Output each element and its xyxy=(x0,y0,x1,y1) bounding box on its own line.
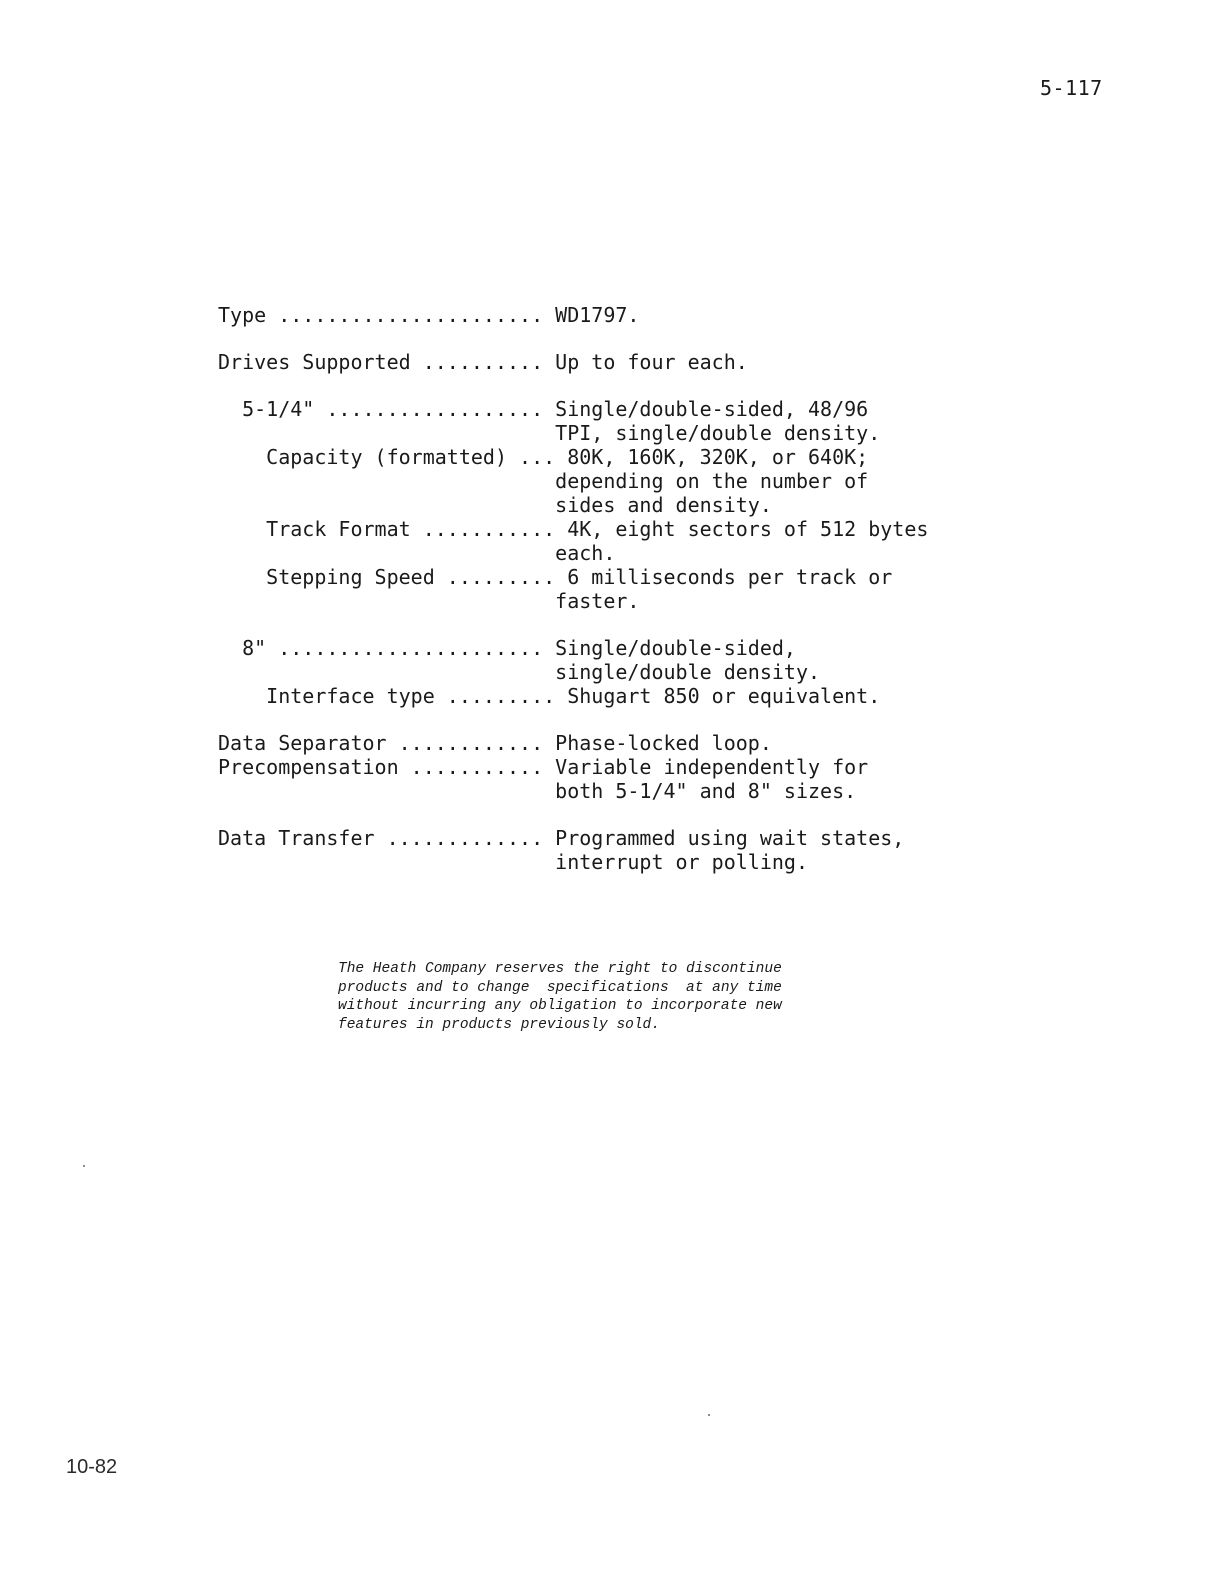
notice-line: features in products previously sold. xyxy=(338,1016,660,1033)
spec-line: both 5-1/4" and 8" sizes. xyxy=(218,779,857,803)
spec-line: each. xyxy=(218,541,616,565)
spec-line-blank xyxy=(218,803,958,826)
spec-line-blank xyxy=(218,374,958,397)
spec-line: Data Separator ............ Phase-locked loop. xyxy=(218,731,772,755)
spec-line-blank xyxy=(218,613,958,636)
spec-line: Data Transfer ............. Programmed using wait states, xyxy=(218,826,905,850)
specifications-list xyxy=(218,303,958,874)
scan-speck xyxy=(83,1165,85,1167)
spec-line: Stepping Speed ......... 6 milliseconds per track or xyxy=(218,565,893,589)
spec-line: 5-1/4" .................. Single/double-sided, 48/96 xyxy=(218,397,869,421)
notice-line: The Heath Company reserves the right to discontinue xyxy=(338,961,782,977)
notice-line: products and to change specifications at any time xyxy=(338,979,782,996)
spec-line: Interface type ......... Shugart 850 or equivalent. xyxy=(218,684,881,708)
spec-line: Track Format ........... 4K, eight sectors of 512 bytes xyxy=(218,517,929,541)
spec-line: 8" ...................... Single/double-sided, xyxy=(218,636,796,660)
spec-line: Type ...................... WD1797. xyxy=(218,303,640,327)
footer-date: 10-82 xyxy=(66,1456,118,1478)
spec-line: sides and density. xyxy=(218,493,772,517)
spec-line: Drives Supported .......... Up to four each. xyxy=(218,350,748,374)
spec-line: depending on the number of xyxy=(218,469,869,493)
page-number: 5-117 xyxy=(1040,76,1103,100)
notice-line: without incurring any obligation to incorporate new xyxy=(338,998,782,1014)
scan-speck xyxy=(708,1414,710,1416)
spec-line-blank xyxy=(218,708,958,731)
spec-line: interrupt or polling. xyxy=(218,850,809,874)
spec-line: TPI, single/double density. xyxy=(218,421,881,445)
disclaimer-notice xyxy=(338,960,838,1034)
spec-line: faster. xyxy=(218,589,640,613)
spec-line-blank xyxy=(218,327,958,350)
spec-line: single/double density. xyxy=(218,660,821,684)
spec-line: Capacity (formatted) ... 80K, 160K, 320K, or 640K; xyxy=(218,445,869,469)
spec-line: Precompensation ........... Variable independently for xyxy=(218,755,869,779)
